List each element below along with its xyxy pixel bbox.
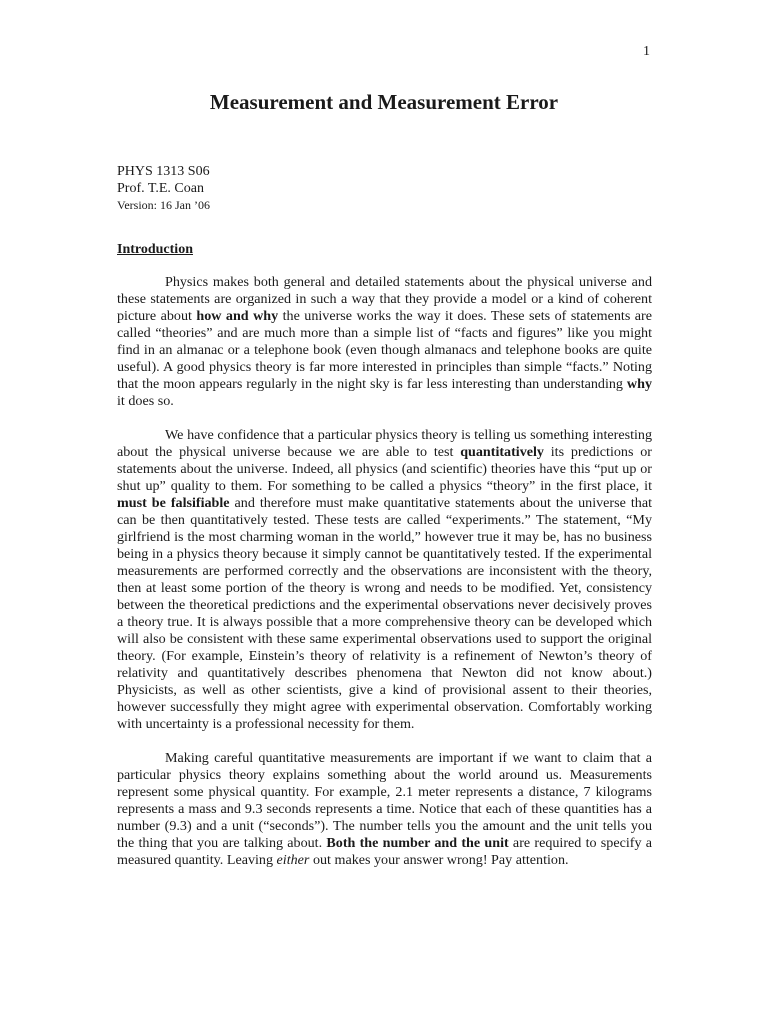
text-run: We have confidence that a particular physics theory is telling us something interesting about the physical universe because we are able to test (117, 427, 652, 460)
document-title: Measurement and Measurement Error (209, 90, 559, 114)
paragraph-3 (117, 750, 652, 869)
text-run: and therefore must make quantitative statements about the universe that can be then quantitatively tested. These tests are called “experiments.” The statement, “My girlfriend is the most charming woman in the world,” however true it may be, has no business being in a physics theory because it simply cannot be quantitatively tested. If the experimental measurements are performed correctly and the observations are inconsistent with the theory, then at least some portion of the theory is wrong and needs to be modified. Yet, consistency between the theoretical predictions and the experimental observations never decisively proves a theory true. It is always possible that a more comprehensive theory can be developed which will also be consistent with these same experimental observations used to support the original theory. (For example, Einstein’s theory of relativity is a refinement of Newton’s theory of relativity and quantitatively describes phenomena that Newton did not know about.) Physicists, as well as other scientists, give a kind of provisional assent to their theories, however successfully they might agree with experimental observation. Comfortably working with uncertainty is a professional necessity for them. (117, 495, 652, 732)
emphasis-italic: either (276, 852, 310, 868)
text-run: its predictions or statements about the universe. Indeed, all physics (and scientific) theories have this “put up or shut up” quality to them. For something to be called a physics “theory” in the first place, it (117, 444, 652, 494)
section-heading: Introduction (117, 242, 193, 257)
emphasis-bold: quantitatively (460, 444, 544, 460)
text-run: out makes your answer wrong! Pay attention. (309, 852, 569, 868)
text-run: the universe works the way it does. These sets of statements are called “theories” and are much more than a simple list of “facts and figures” like you might find in an almanac or a telephone book (even though almanacs and telephone books are quite useful). A good physics theory is far more interested in principles than simple “facts.” Noting that the moon appears regularly in the night sky is far less interesting than understanding (117, 308, 652, 392)
emphasis-bold: how and why (196, 308, 279, 324)
author-name: Prof. T.E. Coan (117, 181, 204, 196)
paragraph-1 (117, 274, 652, 410)
text-run: it does so. (117, 393, 174, 409)
page-number: 1 (643, 44, 650, 59)
paragraph-2 (117, 427, 652, 733)
text-run: Making careful quantitative measurements are important if we want to claim that a particular physics theory explains something about the world around us. Measurements represent some physical quantity. For example, 2.1 meter represents a distance, 7 kilograms represents a mass and 9.3 seconds represents a time. Notice that each of these quantities has a number (9.3) and a unit (“seconds”). The number tells you the amount and the unit tells you the thing that you are talking about. (117, 750, 652, 851)
text-run: are required to specify a measured quantity. Leaving (117, 835, 652, 868)
body-text (117, 274, 652, 886)
course-code: PHYS 1313 S06 (117, 164, 210, 179)
emphasis-bold: why (626, 376, 652, 392)
emphasis-bold: must be falsifiable (117, 495, 230, 511)
emphasis-bold: Both the number and the unit (326, 835, 509, 851)
document-meta (117, 163, 210, 214)
version-date: Version: 16 Jan ’06 (117, 198, 210, 212)
text-run: Physics makes both general and detailed statements about the physical universe and these statements are organized in such a way that they provide a model or a kind of coherent picture about (117, 274, 652, 324)
